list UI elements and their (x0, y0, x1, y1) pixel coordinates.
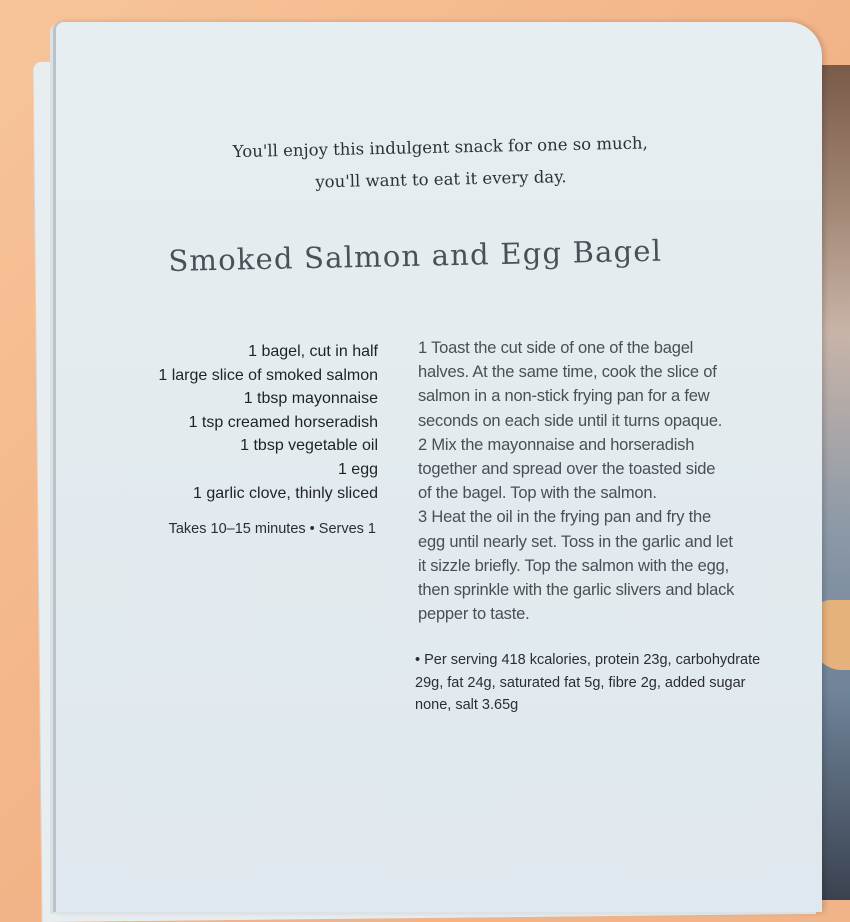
method-line: 3 Heat the oil in the frying pan and fry the (418, 508, 711, 527)
ingredient-item: 1 tbsp vegetable oil (240, 437, 378, 455)
method-line: halves. At the same time, cook the slice of (418, 363, 717, 382)
recipe-title: Smoked Salmon and Egg Bagel (168, 233, 663, 278)
ingredient-item: 1 large slice of smoked salmon (158, 366, 378, 384)
ingredient-item: 1 egg (337, 460, 378, 478)
nutrition-line: 29g, fat 24g, saturated fat 5g, fibre 2g, added sugar (415, 674, 746, 691)
method-line: salmon in a non-stick frying pan for a few (418, 387, 710, 406)
method-line: 2 Mix the mayonnaise and horseradish (418, 435, 695, 454)
ingredient-list (108, 340, 378, 505)
method-line: then sprinkle with the garlic slivers and black (418, 581, 735, 600)
method-line: seconds on each side until it turns opaque. (418, 411, 723, 430)
intro-line-1: You'll enjoy this indulgent snack for one so much, (232, 133, 648, 162)
nutrition-line: none, salt 3.65g (415, 697, 519, 713)
ingredient-item: 1 garlic clove, thinly sliced (193, 484, 378, 502)
intro-text (190, 127, 691, 201)
time-and-servings: Takes 10–15 minutes • Serves 1 (168, 521, 376, 537)
ingredient-item: 1 tsp creamed horseradish (188, 413, 378, 431)
method-line: of the bagel. Top with the salmon. (418, 484, 657, 503)
ingredient-item: 1 bagel, cut in half (248, 343, 378, 360)
method-steps (418, 336, 783, 626)
nutrition-line: • Per serving 418 kcalories, protein 23g, carbohydrate (415, 652, 761, 668)
method-line: egg until nearly set. Toss in the garlic and let (418, 532, 733, 551)
method-line: it sizzle briefly. Top the salmon with the egg, (418, 556, 729, 575)
nutrition-info (415, 649, 785, 717)
method-line: 1 Toast the cut side of one of the bagel (418, 339, 694, 357)
ingredient-item: 1 tbsp mayonnaise (243, 390, 378, 408)
intro-line-2: you'll want to eat it every day. (315, 167, 567, 192)
method-line: together and spread over the toasted side (418, 460, 716, 479)
method-line: pepper to taste. (418, 605, 530, 624)
